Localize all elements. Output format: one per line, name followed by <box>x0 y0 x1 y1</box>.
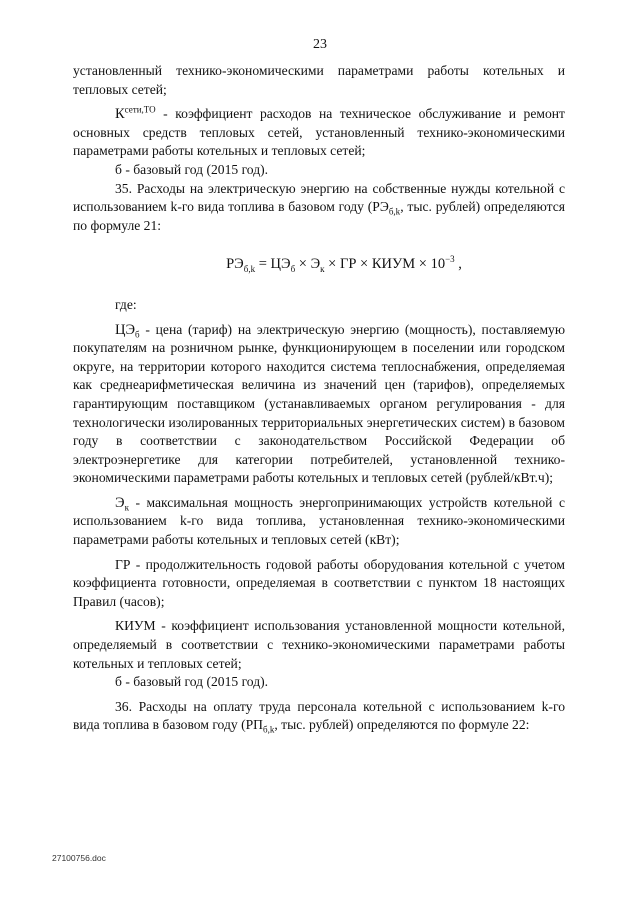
page-number: 23 <box>313 37 327 52</box>
formula-21 <box>73 255 565 274</box>
ce-definition-text: - цена (тариф) на электрическую энергию (мощность), поставляемую покупателям на розничном рынке, функционирующем в поселении или городском округе, на территории которого находится система теплоснабжения, определяемая как среднеарифметическая величина из значений цен (тарифов), определяемых гарантирующим поставщиком (устанавливаемых органом регулирования - для технологически изолированных территориальных энергетических систем) в базовом году в соответствии с законодательством Российской Федерации об электроэнергетике для категории потребителей, установленной технико-экономическими параметрами работы котельных и тепловых сетей (рублей/кВт.ч); <box>73 321 565 486</box>
base-year-note-2: б - базовый год (2015 год). <box>115 674 269 690</box>
formula-times: × Э <box>295 256 321 273</box>
e-definition-text: - максимальная мощность энергопринимающих устройств котельной с использованием k-го вида топлива, установленная технико-экономическими параметрами работы котельных и тепловых сетей (кВт); <box>73 494 565 548</box>
item-35 <box>73 180 565 236</box>
paragraph-continuation: установленный технико-экономическими параметрами работы котельных и тепловых сетей; <box>73 63 565 97</box>
item-35-end: , тыс. рублей) определяются по формуле 21: <box>73 199 566 233</box>
formula-ce-sub: б <box>290 264 296 275</box>
item-35-text: 35. Расходы на электрическую энергию на собственные нужды котельной с использованием k-го вида топлива в базовом году (РЭ <box>73 180 565 215</box>
formula-eq: = ЦЭ <box>255 256 291 273</box>
formula-rest: × ГР × КИУМ × 10 <box>324 256 446 273</box>
definition-ce <box>73 321 565 488</box>
k-superscript: сети,ТО <box>124 104 156 115</box>
formula-exponent: −3 <box>445 254 455 265</box>
formula-e-sub: к <box>320 264 325 275</box>
item-35-subscript: б,k <box>388 206 401 217</box>
e-symbol: Э <box>115 494 125 511</box>
formula-lhs-sub: б,k <box>243 264 256 275</box>
formula-tail: , <box>454 256 462 273</box>
item-36-end: , тыс. рублей) определяются по формуле 22: <box>274 717 530 733</box>
document-body <box>73 62 565 735</box>
ce-symbol: ЦЭ <box>115 321 136 338</box>
file-name-footer: 27100756.doc <box>52 853 106 863</box>
formula-lhs: РЭ <box>226 256 244 273</box>
definition-e <box>73 494 565 550</box>
base-year-note-1: б - базовый год (2015 год). <box>115 161 269 177</box>
definition-gr: ГР - продолжительность годовой работы оборудования котельной с учетом коэффициента готовности, определяемая в соответствии с пунктом 18 настоящих Правил (часов); <box>73 556 565 609</box>
item-36-text: 36. Расходы на оплату труда персонала котельной с использованием k-го вида топлива в базовом году (РП <box>73 698 565 733</box>
e-symbol-sub: к <box>124 502 129 513</box>
k-definition-text: - коэффициент расходов на техническое обслуживание и ремонт основных средств тепловых сетей, установленный технико-экономическими параметрами работы котельных и тепловых сетей; <box>73 106 565 159</box>
k-symbol: К <box>115 106 125 123</box>
item-36 <box>73 698 565 735</box>
ce-symbol-sub: б <box>135 329 140 340</box>
where-label: где: <box>115 296 137 312</box>
definition-k-maintenance <box>73 105 565 161</box>
definition-kium: КИУМ - коэффициент использования установленной мощности котельной, определяемый в соответствии с технико-экономическими параметрами работы котельных и тепловых сетей; <box>73 618 565 671</box>
item-36-subscript: б,k <box>262 725 275 736</box>
